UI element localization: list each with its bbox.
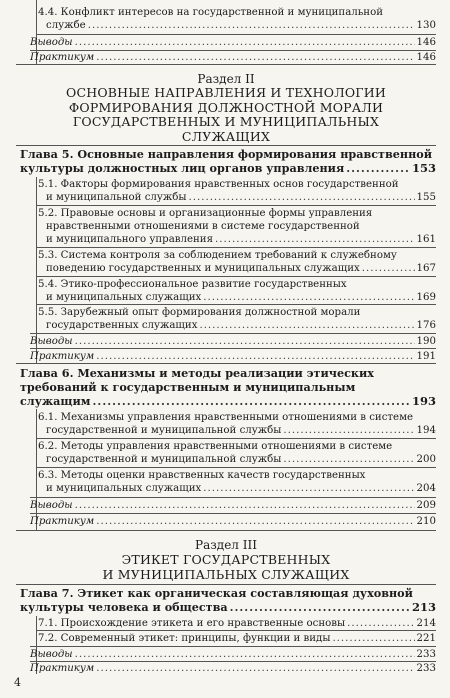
toc-item-5-1[interactable]: 5.1. Факторы формирования нравственных основ государственной и муниципальной службы ..... 155 xyxy=(16,178,436,204)
page-number: 4 xyxy=(14,676,21,689)
toc-practicum[interactable]: Практикум ..... 191 xyxy=(16,350,436,363)
section-title: ЭТИКЕТ ГОСУДАРСТВЕННЫХ И МУНИЦИПАЛЬНЫХ СЛУЖАЩИХ xyxy=(102,552,350,582)
page-ref: 130 xyxy=(416,20,436,31)
section-heading: Раздел III xyxy=(195,538,257,552)
toc-item-5-2[interactable]: 5.2. Правовые основы и организационные формы управления нравственными отношениями в системе государственной и муниципального управления ..... 161 xyxy=(16,207,436,246)
toc-item-5-4[interactable]: 5.4. Этико-профессиональное развитие государственных и муниципальных служащих ..... 169 xyxy=(16,278,436,304)
divider xyxy=(36,630,436,631)
toc-conclusions[interactable]: Выводы ..... 209 xyxy=(16,499,436,512)
divider xyxy=(30,513,436,514)
toc-chapter-7[interactable]: Глава 7. Этикет как органическая составляющая духовной культуры человека и общества ..... 213 xyxy=(20,586,436,614)
toc-conclusions[interactable]: Выводы ..... 233 xyxy=(16,648,436,661)
divider xyxy=(16,363,436,364)
toc-item-4-4[interactable]: 4.4. Конфликт интересов на государственной и муниципальной службе ..... 130 xyxy=(16,6,436,32)
toc-item-5-3[interactable]: 5.3. Система контроля за соблюдением требований к служебному поведению государственных и муниципальных служащих ..... 167 xyxy=(16,249,436,275)
toc-practicum[interactable]: Практикум ..... 233 xyxy=(16,662,436,675)
toc-practicum[interactable]: Практикум ..... 210 xyxy=(16,515,436,528)
divider xyxy=(36,467,436,468)
divider xyxy=(30,646,436,647)
divider xyxy=(36,205,436,206)
toc-item-6-3[interactable]: 6.3. Методы оценки нравственных качеств государственных и муниципальных служащих ..... 204 xyxy=(16,469,436,495)
divider xyxy=(36,276,436,277)
toc-item-7-2[interactable]: 7.2. Современный этикет: принципы, функции и виды ..... 221 xyxy=(16,632,436,645)
section-title: ОСНОВНЫЕ НАПРАВЛЕНИЯ И ТЕХНОЛОГИИ ФОРМИРОВАНИЯ ДОЛЖНОСТНОЙ МОРАЛИ ГОСУДАРСТВЕННЫХ И МУНИЦИПАЛЬНЫХ СЛУЖАЩИХ xyxy=(66,85,386,144)
toc-item-5-5[interactable]: 5.5. Зарубежный опыт формирования должностной морали государственных служащих ..... 176 xyxy=(16,306,436,332)
divider xyxy=(16,64,436,65)
divider xyxy=(16,145,436,146)
toc-page xyxy=(16,0,436,698)
divider xyxy=(30,333,436,334)
toc-conclusions[interactable]: Выводы ..... 146 xyxy=(16,36,436,49)
toc-chapter-5[interactable]: Глава 5. Основные направления формирования нравственной культуры должностных лиц органов управления ..... 153 xyxy=(20,147,436,175)
toc-item-7-1[interactable]: 7.1. Происхождение этикета и его нравственные основы ..... 214 xyxy=(16,617,436,630)
divider xyxy=(16,584,436,585)
divider xyxy=(36,304,436,305)
divider xyxy=(36,34,436,35)
toc-conclusions[interactable]: Выводы ..... 190 xyxy=(16,335,436,348)
toc-item-6-1[interactable]: 6.1. Механизмы управления нравственными отношениями в системе государственной и муниципальной службы ..... 194 xyxy=(16,411,436,437)
toc-item-6-2[interactable]: 6.2. Методы управления нравственными отношениями в системе государственной и муниципальной службы ..... 200 xyxy=(16,440,436,466)
divider xyxy=(36,438,436,439)
toc-practicum[interactable]: Практикум ..... 146 xyxy=(16,51,436,64)
divider xyxy=(30,497,436,498)
divider xyxy=(30,348,436,349)
section-heading: Раздел II xyxy=(197,72,255,86)
divider xyxy=(36,247,436,248)
divider xyxy=(16,530,436,531)
toc-chapter-6[interactable]: Глава 6. Механизмы и методы реализации этических требований к государственным и муниципальным служащим ..... 193 xyxy=(20,366,436,408)
